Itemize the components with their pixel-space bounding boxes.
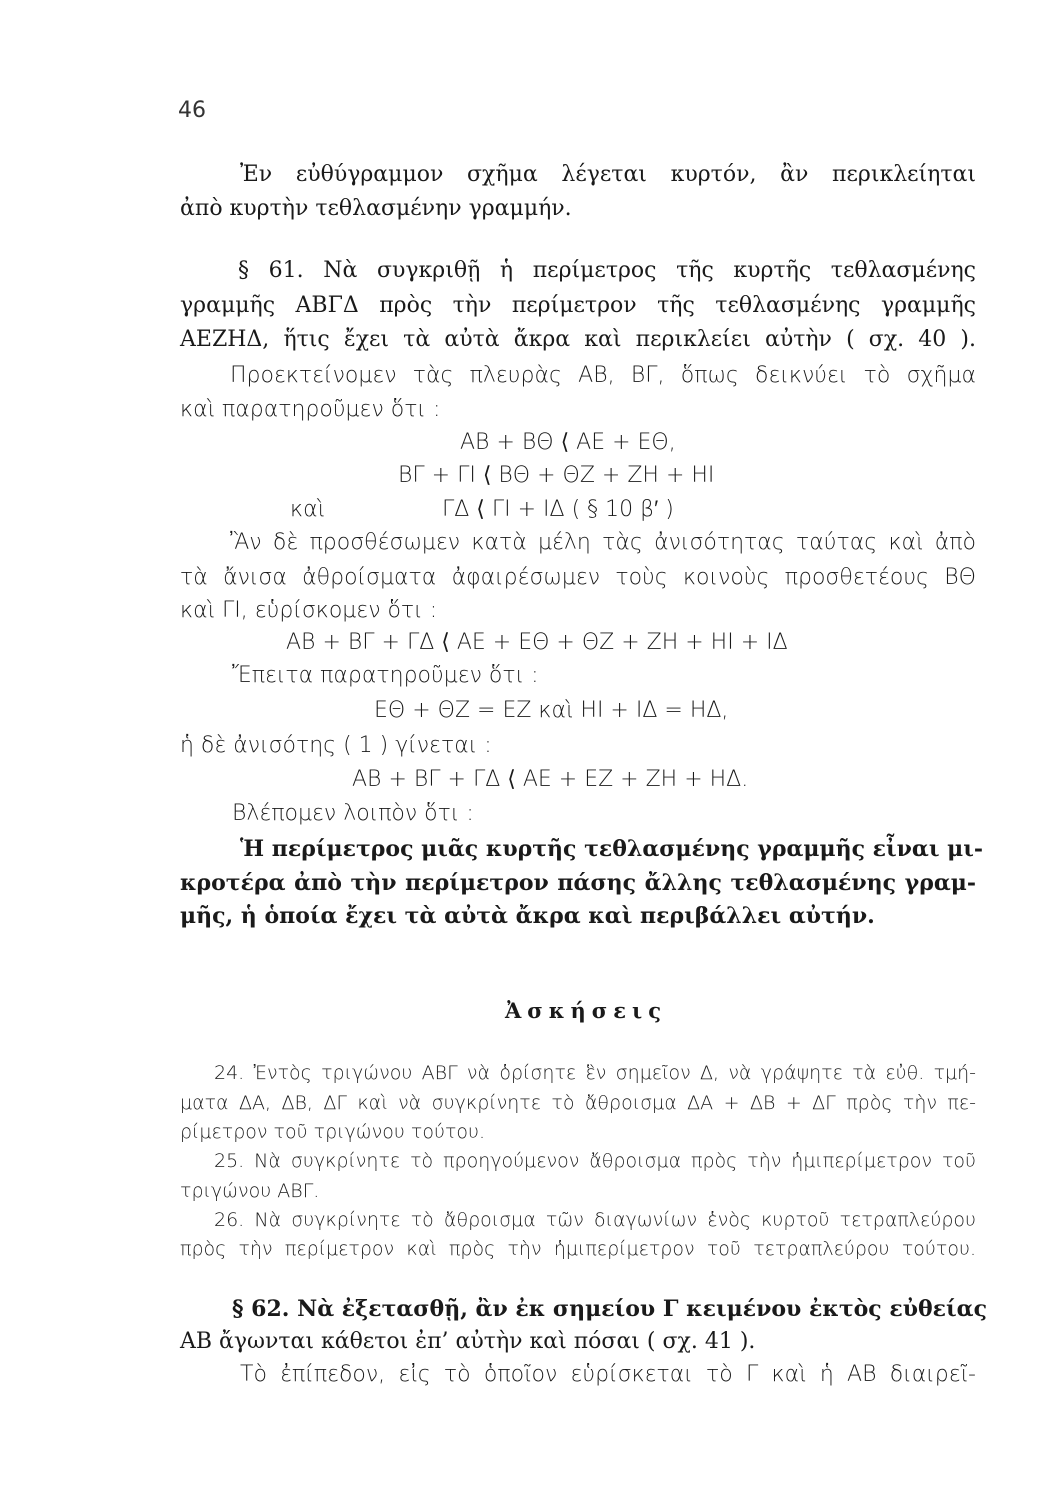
section-61-line-3: ΑΕΖΗΔ, ἥτις ἔχει τὰ αὐτὰ ἄκρα καὶ περικλείει αὐτὴν ( σχ. 40 ).	[180, 327, 976, 352]
paragraph-5: Βλέπομεν λοιπὸν ὅτι :	[232, 801, 474, 826]
inequality-1: ΑΒ + ΒΘ ⟨ ΑΕ + ΕΘ,	[460, 430, 676, 455]
exercise-26-line-2: πρὸς τὴν περίμετρον καὶ πρὸς τὴν ἡμιπερίμετρον τοῦ τετραπλεύρου τούτου.	[180, 1238, 976, 1260]
paragraph-4: ἡ δὲ ἀνισότης ( 1 ) γίνεται :	[180, 733, 492, 758]
page-number: 46	[178, 98, 206, 123]
last-line: Τὸ ἐπίπεδον, εἰς τὸ ὁποῖον εὑρίσκεται τὸ Γ καὶ ἡ ΑΒ διαιρεῖ-	[240, 1362, 976, 1387]
exercise-26-line-1: 26. Νὰ συγκρίνητε τὸ ἄθροισμα τῶν διαγωνίων ἑνὸς κυρτοῦ τετραπλεύρου	[214, 1209, 976, 1231]
theorem-line-3: μῆς, ἡ ὁποία ἔχει τὰ αὐτὰ ἄκρα καὶ περιβάλλει αὐτήν.	[180, 903, 875, 929]
paragraph-1-line-2: καὶ παρατηροῦμεν ὅτι :	[180, 397, 441, 422]
paragraph-1-line-1: Προεκτείνομεν τὰς πλευρὰς ΑΒ, ΒΓ, ὅπως δεικνύει τὸ σχῆμα	[230, 363, 976, 388]
inequality-sum: ΑΒ + ΒΓ + ΓΔ ⟨ ΑΕ + ΕΘ + ΘΖ + ΖΗ + ΗΙ + ΙΔ	[286, 630, 788, 655]
exercise-24-line-2: ματα ΔΑ, ΔΒ, ΔΓ καὶ νὰ συγκρίνητε τὸ ἄθροισμα ΔΑ + ΔΒ + ΔΓ πρὸς τὴν πε-	[180, 1092, 976, 1114]
inequality-3: ΓΔ ⟨ ΓΙ + ΙΔ ( § 10 β′ )	[442, 497, 674, 522]
paragraph-2-line-2: τὰ ἄνισα ἀθροίσματα ἀφαιρέσωμεν τοὺς κοινοὺς προσθετέους ΒΘ	[180, 565, 976, 590]
exercises-heading: Ἀσκήσεις	[505, 998, 667, 1023]
exercise-24-line-3: ρίμετρον τοῦ τριγώνου τούτου.	[180, 1121, 486, 1143]
inequality-2: ΒΓ + ΓΙ ⟨ ΒΘ + ΘΖ + ΖΗ + ΗΙ	[398, 463, 715, 488]
definition-line-1: Ἐν εὐθύγραμμον σχῆμα λέγεται κυρτόν, ἂν περικλείηται	[240, 162, 976, 187]
exercise-25-line-1: 25. Νὰ συγκρίνητε τὸ προηγούμενον ἄθροισμα πρὸς τὴν ἡμιπερίμετρον τοῦ	[214, 1150, 976, 1172]
exercise-25-line-2: τριγώνου ΑΒΓ.	[180, 1180, 320, 1202]
paragraph-2-line-1: Ἂν δὲ προσθέσωμεν κατὰ μέλη τὰς ἀνισότητας ταύτας καὶ ἀπὸ	[230, 530, 976, 555]
theorem-line-1: Ἡ περίμετρος μιᾶς κυρτῆς τεθλασμένης γραμμῆς εἶναι μι-	[240, 836, 984, 862]
section-62-line-1: § 62. Νὰ ἐξετασθῇ, ἂν ἐκ σημείου Γ κειμένου ἐκτὸς εὐθείας	[232, 1296, 988, 1322]
paragraph-3: Ἔπειτα παρατηροῦμεν ὅτι :	[232, 663, 539, 688]
equalities: ΕΘ + ΘΖ = ΕΖ καὶ ΗΙ + ΙΔ = ΗΔ,	[374, 698, 729, 723]
inequality-result: ΑΒ + ΒΓ + ΓΔ ⟨ ΑΕ + ΕΖ + ΖΗ + ΗΔ.	[352, 767, 749, 792]
paragraph-2-line-3: καὶ ΓΙ, εὑρίσκομεν ὅτι :	[180, 598, 438, 623]
section-61-line-2: γραμμῆς ΑΒΓΔ πρὸς τὴν περίμετρον τῆς τεθλασμένης γραμμῆς	[180, 293, 976, 318]
section-62-line-2: ΑΒ ἄγωνται κάθετοι ἐπ’ αὐτὴν καὶ πόσαι ( σχ. 41 ).	[180, 1329, 756, 1354]
inequality-3-label: καὶ	[290, 497, 326, 522]
theorem-line-2: κροτέρα ἀπὸ τὴν περίμετρον πάσης ἄλλης τεθλασμένης γραμ-	[180, 870, 976, 896]
exercise-24-line-1: 24. Ἐντὸς τριγώνου ΑΒΓ νὰ ὁρίσητε ἓν σημεῖον Δ, νὰ γράψητε τὰ εὐθ. τμή-	[214, 1062, 976, 1084]
definition-line-2: ἀπὸ κυρτὴν τεθλασμένην γραμμήν.	[180, 196, 572, 221]
section-61-line-1: § 61. Νὰ συγκριθῇ ἡ περίμετρος τῆς κυρτῆς τεθλασμένης	[238, 258, 976, 283]
